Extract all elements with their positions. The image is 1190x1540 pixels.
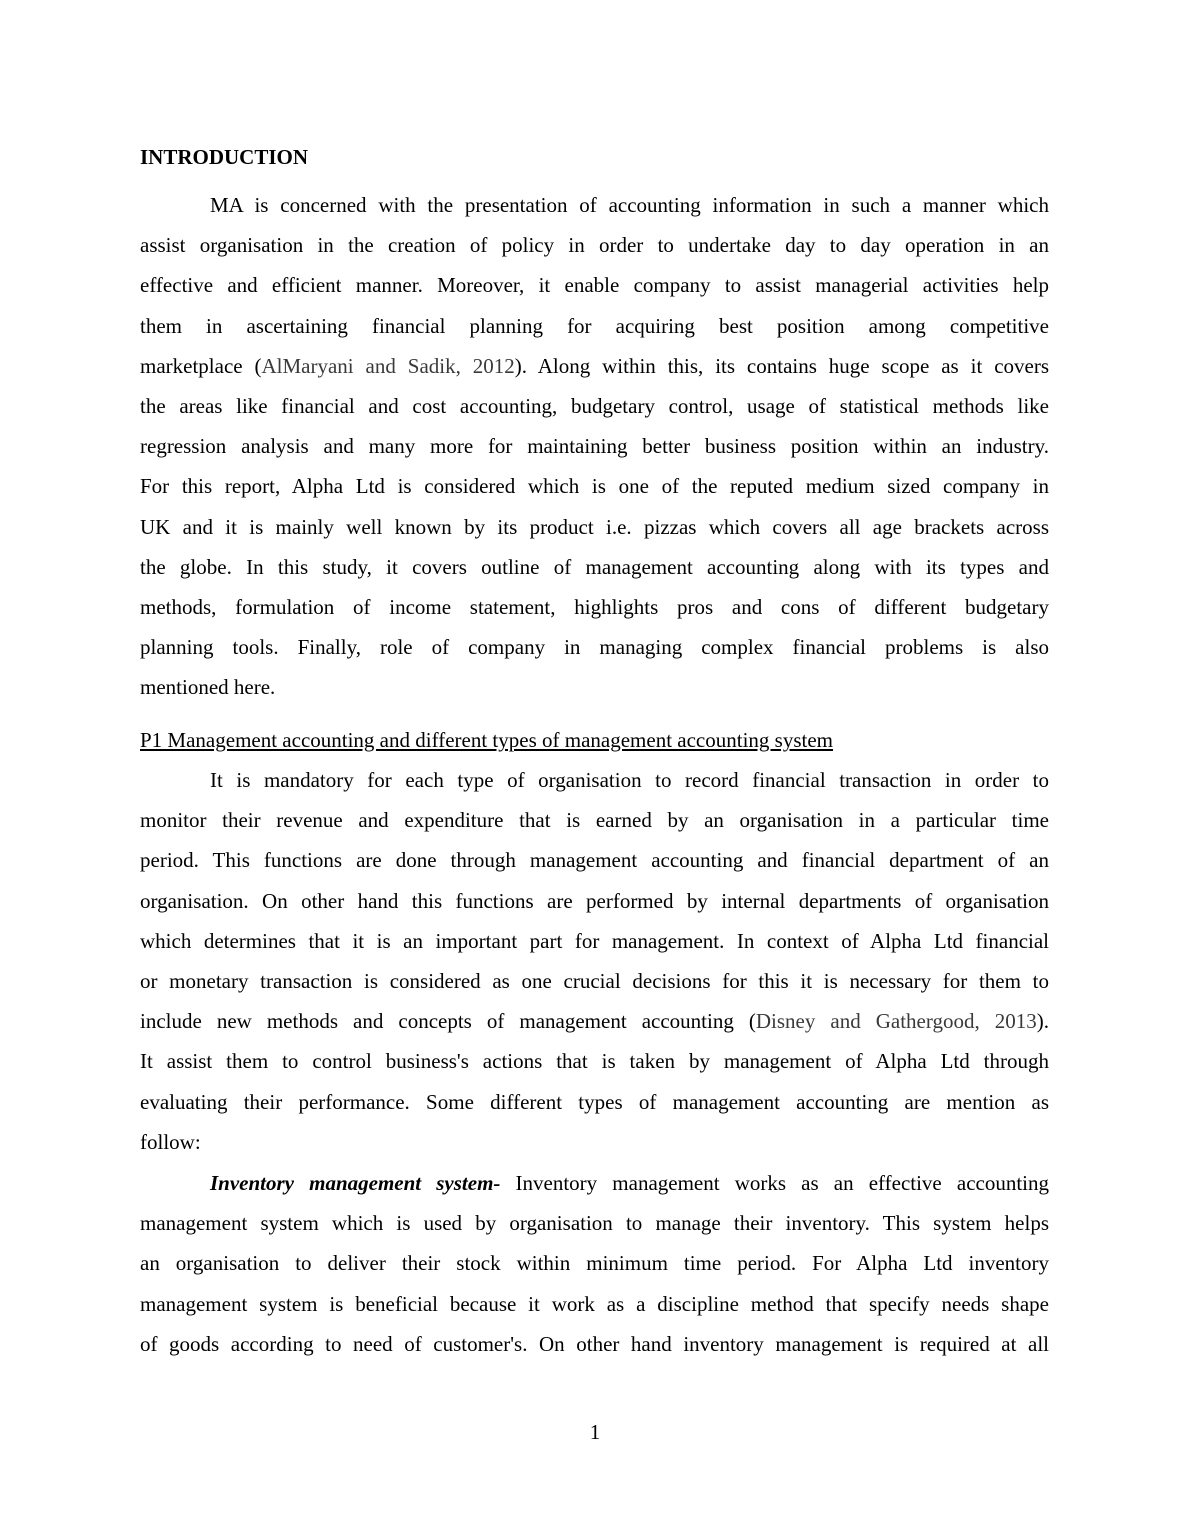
line-text: follow:	[140, 1129, 201, 1154]
paragraph-line	[140, 840, 1049, 880]
line-text: ). Along within this, its contains huge scope as it covers	[514, 353, 1049, 378]
paragraph-line	[140, 1284, 1049, 1324]
line-text: effective and efficient manner. Moreover, it enable company to assist managerial activities help	[140, 273, 1049, 298]
paragraph-line	[140, 547, 1049, 587]
line-text: marketplace (	[140, 353, 262, 378]
p1-heading-text: P1 Management accounting and different types of management accounting system	[140, 728, 833, 752]
page-number: 1	[589, 1420, 601, 1444]
line-text: methods, formulation of income statement, highlights pros and cons of different budgetary	[140, 594, 1049, 619]
paragraph-line	[140, 800, 1049, 840]
line-text: It assist them to control business's actions that is taken by management of Alpha Ltd through	[140, 1049, 1049, 1074]
line-text: regression analysis and many more for maintaining better business position within an industry.	[140, 434, 1049, 459]
paragraph-line	[140, 1243, 1049, 1283]
citation: Disney and Gathergood, 2013	[755, 1009, 1037, 1034]
line-text: mentioned here.	[140, 675, 276, 700]
line-text: an organisation to deliver their stock within minimum time period. For Alpha Ltd inventory	[140, 1251, 1049, 1276]
introduction-heading	[140, 145, 1049, 170]
line-text: For this report, Alpha Ltd is considered which is one of the reputed medium sized company in	[140, 474, 1049, 499]
paragraph-line	[140, 760, 1049, 800]
line-text: UK and it is mainly well known by its product i.e. pizzas which covers all age brackets across	[140, 514, 1049, 539]
paragraph-line	[140, 306, 1049, 346]
line-text: MA is concerned with the presentation of accounting information in such a manner which	[210, 193, 1049, 217]
line-text: planning tools. Finally, role of company in managing complex financial problems is also	[140, 635, 1049, 660]
paragraph-line	[140, 185, 1049, 225]
p1-heading	[140, 720, 1049, 760]
line-text: which determines that it is an important part for management. In context of Alpha Ltd financial	[140, 928, 1049, 953]
paragraph-line	[140, 466, 1049, 506]
heading-text: INTRODUCTION	[140, 145, 309, 169]
paragraph-line	[140, 426, 1049, 466]
line-text: the globe. In this study, it covers outline of management accounting along with its types and	[140, 554, 1049, 579]
paragraph-line	[140, 627, 1049, 667]
line-text: include new methods and concepts of management accounting (	[140, 1009, 756, 1034]
paragraph-line	[140, 961, 1049, 1001]
paragraph-line	[140, 225, 1049, 265]
p1-paragraph	[140, 760, 1049, 1162]
line-text: evaluating their performance. Some different types of management accounting are mention as	[140, 1089, 1049, 1114]
introduction-paragraph	[140, 185, 1049, 707]
paragraph-line	[140, 507, 1049, 547]
line-text: monitor their revenue and expenditure that is earned by an organisation in a particular time	[140, 808, 1049, 833]
paragraph-line	[140, 1041, 1049, 1081]
line-text: Inventory management works as an effective accounting	[500, 1171, 1049, 1195]
paragraph-line	[140, 1203, 1049, 1243]
paragraph-line	[140, 1001, 1049, 1041]
paragraph-line	[140, 667, 1049, 707]
line-text: them in ascertaining financial planning for acquiring best position among competitive	[140, 313, 1049, 338]
line-text: management system is beneficial because it work as a discipline method that specify needs shape	[140, 1291, 1049, 1316]
paragraph-line	[140, 1082, 1049, 1122]
paragraph-line	[140, 587, 1049, 627]
line-text: ).	[1036, 1009, 1049, 1034]
line-text: or monetary transaction is considered as one crucial decisions for this it is necessary for them to	[140, 968, 1049, 993]
paragraph-line	[140, 346, 1049, 386]
paragraph-line	[140, 881, 1049, 921]
line-text: of goods according to need of customer's. On other hand inventory management is required at all	[140, 1331, 1049, 1356]
citation: AlMaryani and Sadik, 2012	[261, 353, 515, 378]
line-text: management system which is used by organisation to manage their inventory. This system helps	[140, 1211, 1049, 1236]
inventory-paragraph	[140, 1163, 1049, 1364]
line-text: the areas like financial and cost accounting, budgetary control, usage of statistical methods like	[140, 393, 1049, 418]
paragraph-line	[140, 1163, 1049, 1203]
paragraph-line	[140, 386, 1049, 426]
line-text: organisation. On other hand this functions are performed by internal departments of organisation	[140, 888, 1049, 913]
paragraph-line	[140, 265, 1049, 305]
line-text: It is mandatory for each type of organisation to record financial transaction in order to	[210, 768, 1049, 792]
paragraph-line	[140, 1122, 1049, 1162]
paragraph-line	[140, 921, 1049, 961]
line-text: period. This functions are done through management accounting and financial department of an	[140, 848, 1049, 873]
paragraph-line	[140, 1324, 1049, 1364]
inventory-term: Inventory management system-	[210, 1171, 501, 1195]
line-text: assist organisation in the creation of policy in order to undertake day to day operation in an	[140, 233, 1049, 258]
